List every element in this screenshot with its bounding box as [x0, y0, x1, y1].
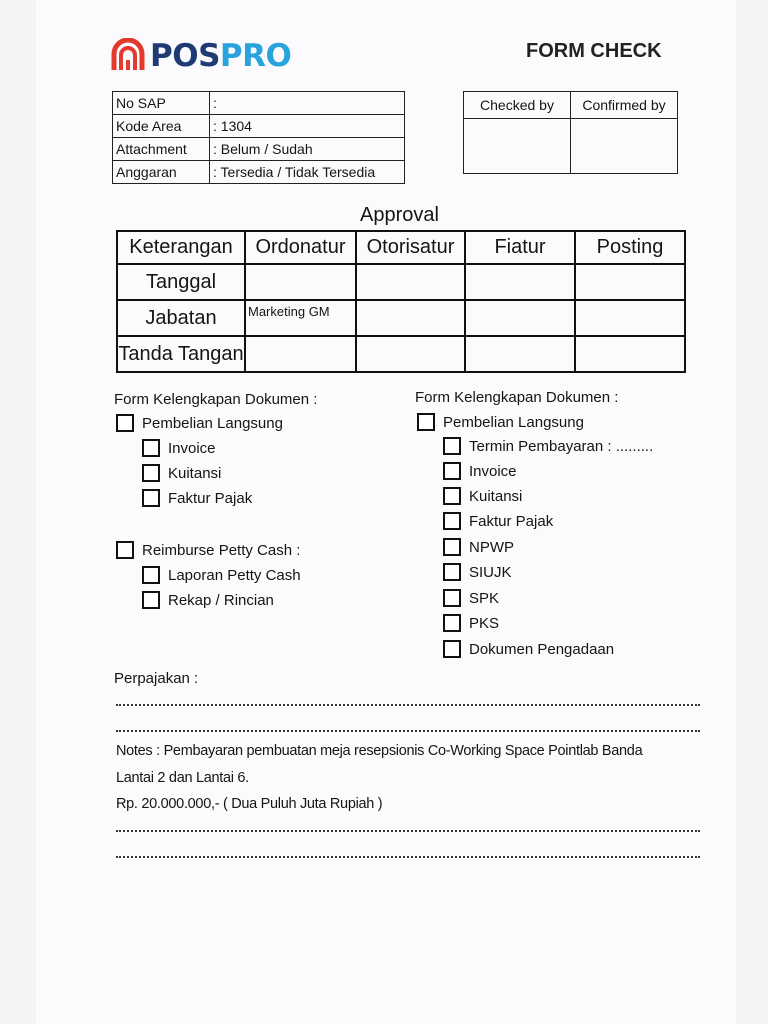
checkbox[interactable] — [443, 538, 461, 556]
perpajakan-label: Perpajakan : — [114, 670, 199, 687]
approval-row-label: Tanda Tangan — [117, 336, 245, 372]
info-value[interactable]: : 1304 — [210, 115, 405, 138]
approval-header: Ordonatur — [245, 231, 356, 264]
checkbox-label: Faktur Pajak — [469, 512, 554, 530]
approval-row — [117, 264, 685, 300]
left-faktur-pajak-option[interactable] — [142, 489, 252, 507]
right-siujk-option[interactable] — [443, 563, 512, 581]
perpajakan-dotted-line[interactable] — [116, 730, 700, 732]
checkbox-label: Laporan Petty Cash — [168, 566, 301, 584]
info-label: Kode Area — [113, 115, 210, 138]
info-label: Anggaran — [113, 161, 210, 184]
approval-cell[interactable] — [465, 300, 575, 336]
approval-cell[interactable] — [245, 336, 356, 372]
checkbox[interactable] — [443, 512, 461, 530]
left-pembelian-langsung-option[interactable] — [116, 414, 283, 432]
approval-header: Fiatur — [465, 231, 575, 264]
confirmed-by-signature-cell[interactable] — [571, 119, 678, 174]
info-value[interactable]: : Tersedia / Tidak Tersedia — [210, 161, 405, 184]
right-checklist-title: Form Kelengkapan Dokumen : — [415, 389, 619, 406]
checkbox-label: SIUJK — [469, 563, 512, 581]
checked-by-signature-cell[interactable] — [464, 119, 571, 174]
approval-row-label: Jabatan — [117, 300, 245, 336]
approval-cell[interactable] — [575, 300, 685, 336]
info-row — [113, 92, 405, 115]
checkbox-label: PKS — [469, 614, 500, 632]
left-invoice-option[interactable] — [142, 439, 216, 457]
info-value[interactable]: : Belum / Sudah — [210, 138, 405, 161]
checkbox-label: Pembelian Langsung — [443, 413, 584, 431]
left-checklist-title: Form Kelengkapan Dokumen : — [114, 391, 318, 408]
checkbox-label: Pembelian Langsung — [142, 414, 283, 432]
checkbox[interactable] — [142, 439, 160, 457]
checkbox-label: Dokumen Pengadaan — [469, 640, 615, 658]
checkbox[interactable] — [443, 563, 461, 581]
checkbox-label: Reimburse Petty Cash : — [142, 541, 301, 559]
approval-cell[interactable] — [575, 336, 685, 372]
right-dokumen-pengadaan-option[interactable] — [443, 640, 614, 658]
approval-cell[interactable] — [356, 336, 465, 372]
checkbox[interactable] — [116, 414, 134, 432]
checkbox[interactable] — [443, 437, 461, 455]
approval-cell[interactable]: Marketing GM — [245, 300, 356, 336]
perpajakan-dotted-line[interactable] — [116, 704, 700, 706]
approval-header-row — [117, 231, 685, 264]
info-label: No SAP — [113, 92, 210, 115]
right-npwp-option[interactable] — [443, 538, 514, 556]
logo-text-pro: PRO — [219, 37, 292, 74]
checkbox-label: Invoice — [168, 439, 216, 457]
right-kuitansi-option[interactable] — [443, 487, 522, 505]
checkbox-label: Termin Pembayaran : ......... — [469, 437, 654, 455]
checkbox[interactable] — [443, 614, 461, 632]
checkbox[interactable] — [417, 413, 435, 431]
approval-cell[interactable] — [356, 300, 465, 336]
approval-header: Otorisatur — [356, 231, 465, 264]
right-pks-option[interactable] — [443, 614, 499, 632]
approval-title: Approval — [360, 204, 439, 226]
checkbox-label: Invoice — [469, 462, 517, 480]
approval-header: Posting — [575, 231, 685, 264]
approval-cell[interactable] — [356, 264, 465, 300]
right-faktur-pajak-option[interactable] — [443, 512, 553, 530]
info-row — [113, 161, 405, 184]
checkbox-label: Rekap / Rincian — [168, 591, 274, 609]
left-reimburse-petty-cash-option[interactable] — [116, 541, 300, 559]
approval-row-label: Tanggal — [117, 264, 245, 300]
checkbox-label: Kuitansi — [168, 464, 222, 482]
notes-dotted-line[interactable] — [116, 856, 700, 858]
checkbox[interactable] — [142, 489, 160, 507]
notes-dotted-line[interactable] — [116, 830, 700, 832]
approval-row — [117, 336, 685, 372]
info-label: Attachment — [113, 138, 210, 161]
checked-by-header: Checked by — [464, 92, 571, 119]
right-pembelian-langsung-option[interactable] — [417, 413, 584, 431]
pospro-logo — [110, 38, 291, 74]
approval-row — [117, 300, 685, 336]
checkbox-label: Kuitansi — [469, 487, 523, 505]
checkbox-label: SPK — [469, 589, 500, 607]
checkbox[interactable] — [142, 591, 160, 609]
notes-amount: Rp. 20.000.000,- ( Dua Puluh Juta Rupiah ) — [116, 796, 383, 812]
checkbox[interactable] — [443, 640, 461, 658]
notes-line-1: Notes : Pembayaran pembuatan meja resepsionis Co-Working Space Pointlab Banda — [116, 743, 643, 759]
signal-logo-icon — [110, 38, 146, 74]
right-termin-pembayaran-option[interactable] — [443, 437, 653, 455]
notes-line-2: Lantai 2 dan Lantai 6. — [116, 770, 249, 786]
left-laporan-petty-cash-option[interactable] — [142, 566, 301, 584]
info-value[interactable]: : — [210, 92, 405, 115]
form-title: FORM CHECK — [526, 40, 662, 62]
info-row — [113, 138, 405, 161]
left-rekap-rincian-option[interactable] — [142, 591, 274, 609]
checkbox[interactable] — [443, 462, 461, 480]
approval-cell[interactable] — [465, 264, 575, 300]
approval-cell[interactable] — [575, 264, 685, 300]
checkbox[interactable] — [443, 589, 461, 607]
checkbox-label: NPWP — [469, 538, 514, 556]
checkbox[interactable] — [443, 487, 461, 505]
left-kuitansi-option[interactable] — [142, 464, 221, 482]
logo-text-pos: POS — [150, 37, 220, 74]
checkbox-label: Faktur Pajak — [168, 489, 253, 507]
checkbox[interactable] — [142, 464, 160, 482]
approval-header: Keterangan — [117, 231, 245, 264]
checkbox[interactable] — [142, 566, 160, 584]
checkbox[interactable] — [116, 541, 134, 559]
right-spk-option[interactable] — [443, 589, 499, 607]
approval-cell[interactable] — [465, 336, 575, 372]
approval-table — [116, 230, 686, 373]
info-row — [113, 115, 405, 138]
approval-cell[interactable] — [245, 264, 356, 300]
info-table — [112, 91, 405, 184]
right-invoice-option[interactable] — [443, 462, 517, 480]
check-confirm-table — [463, 91, 678, 174]
confirmed-by-header: Confirmed by — [571, 92, 678, 119]
